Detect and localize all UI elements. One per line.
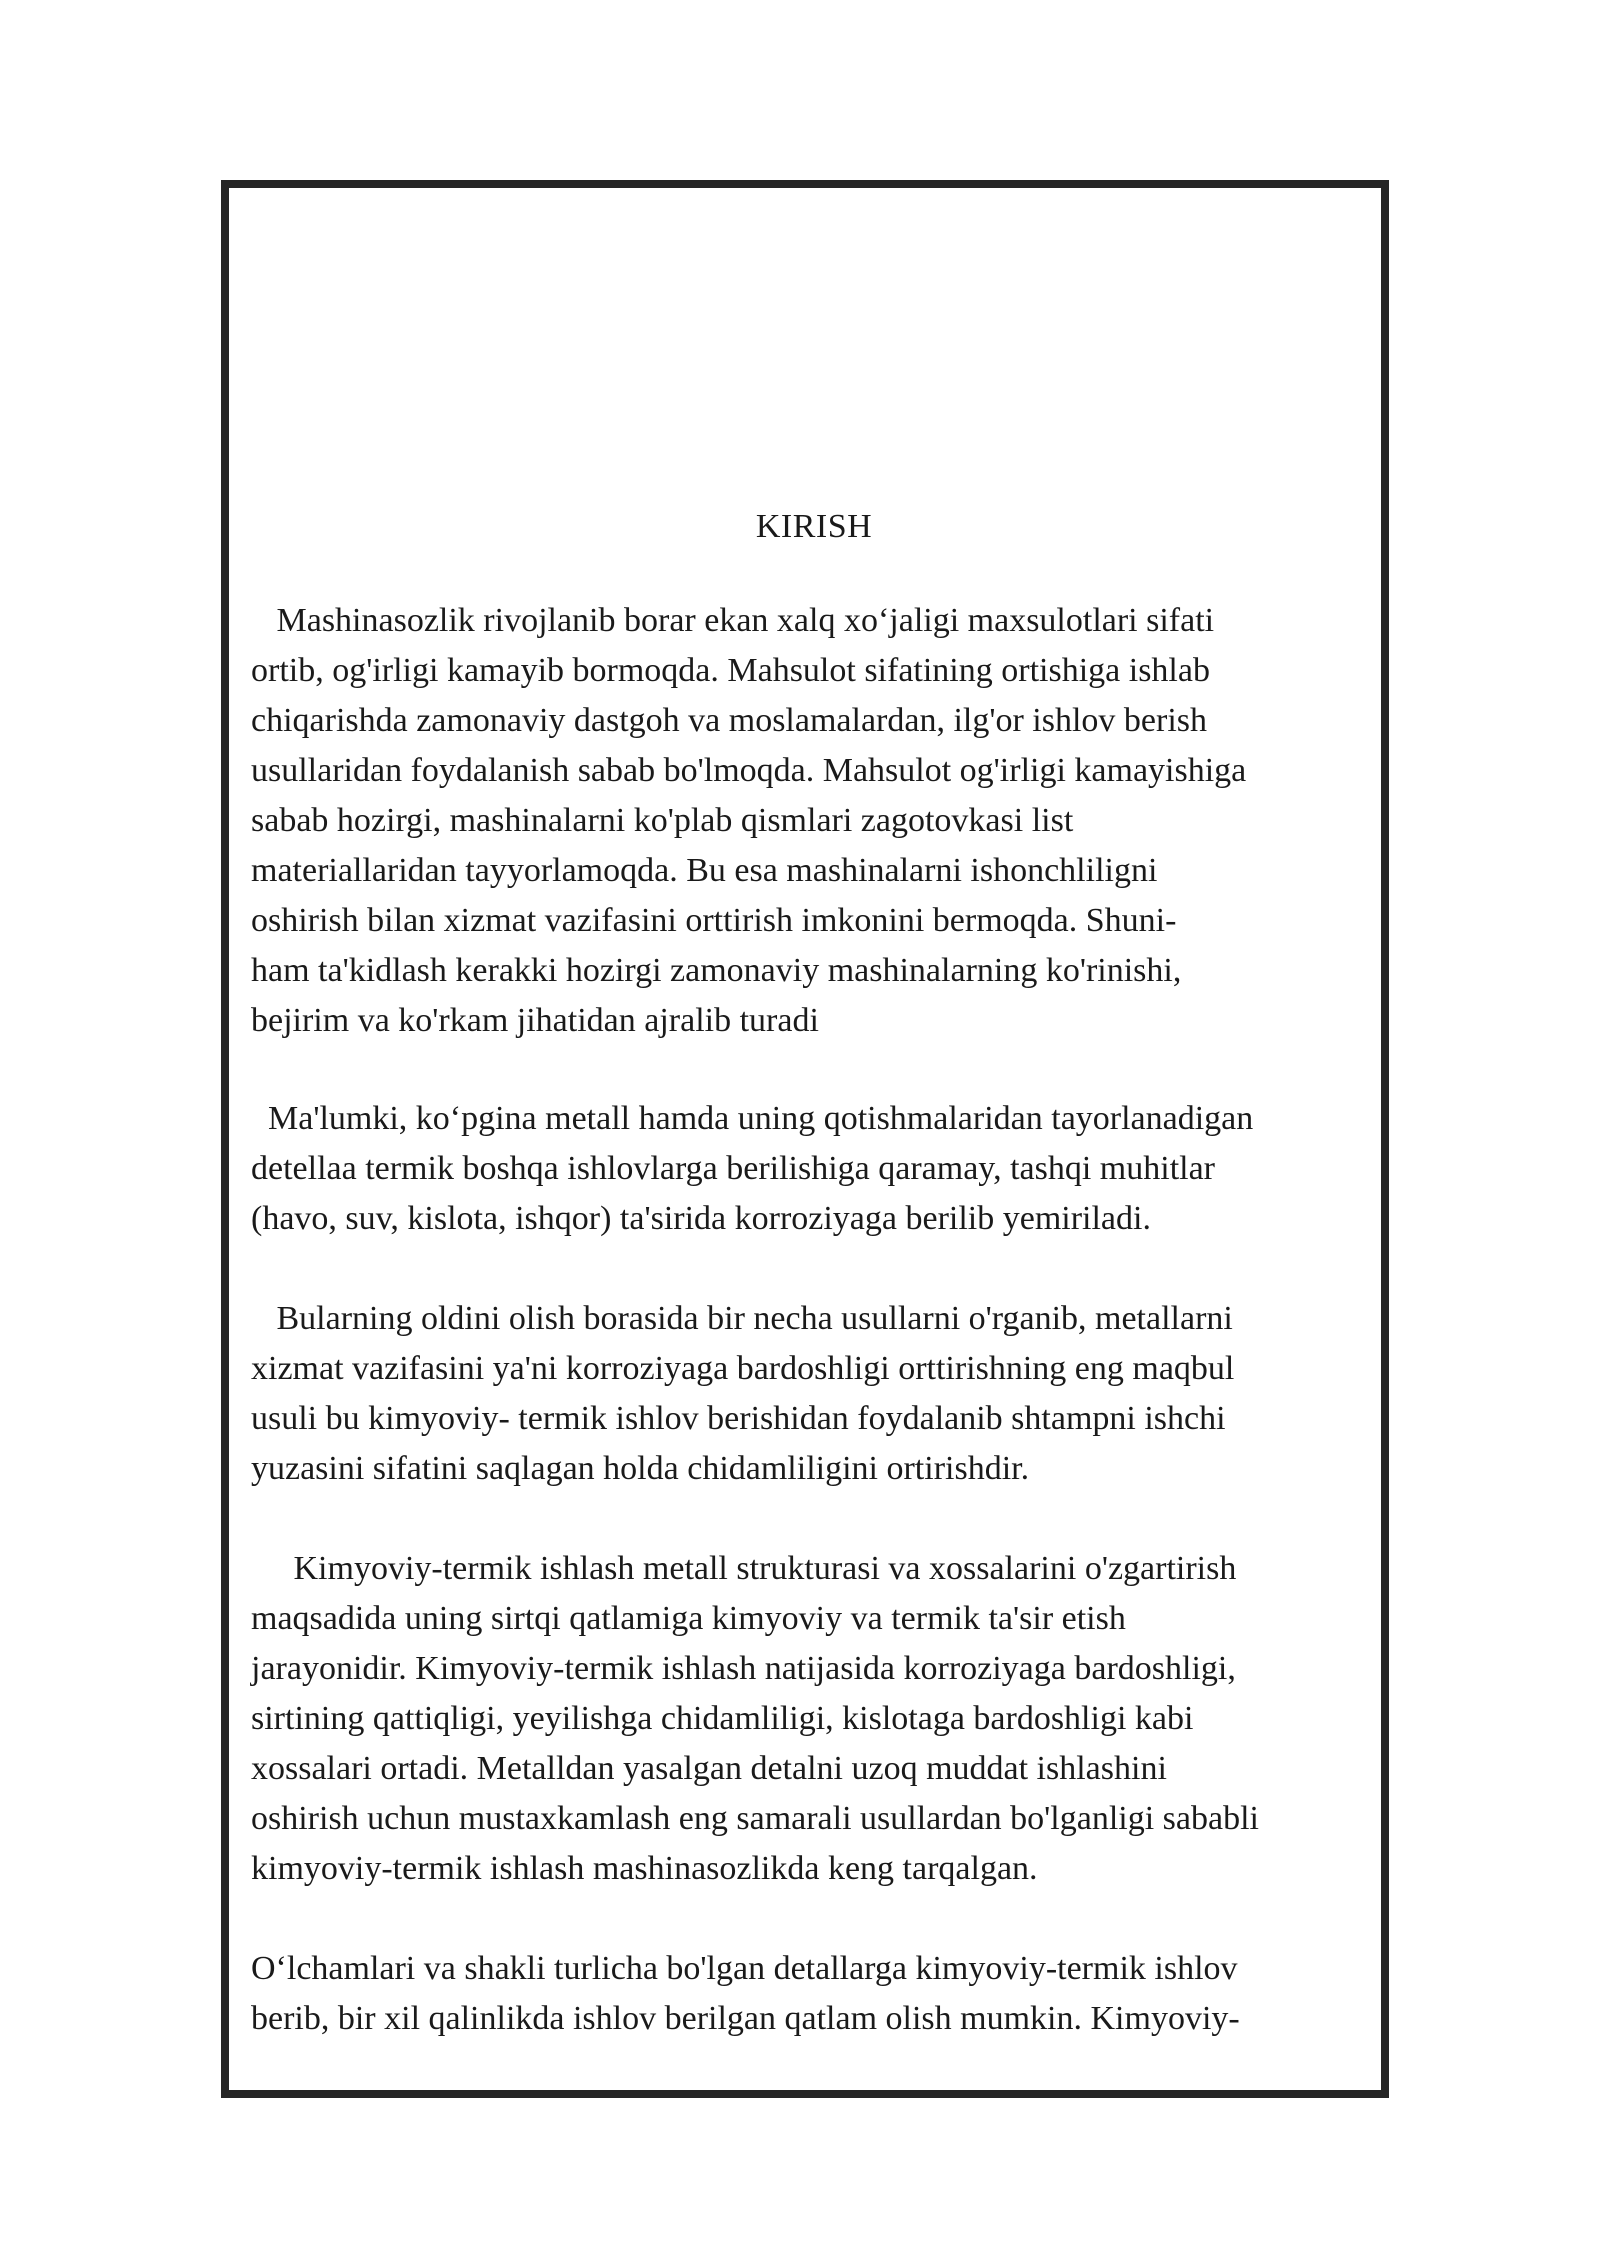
- page-border: [221, 180, 1389, 2098]
- paragraph-2-line: detellaa termik boshqa ishlovlarga berilishiga qaramay, tashqi muhitlar: [251, 1150, 1216, 1187]
- paragraph-4-line: jarayonidir. Kimyoviy-termik ishlash natijasida korroziyaga bardoshligi,: [251, 1650, 1236, 1687]
- paragraph-4-line: oshirish uchun mustaxkamlash eng samarali usullardan bo'lganligi sababli: [251, 1800, 1259, 1837]
- paragraph-2-line: Ma'lumki, ko‘pgina metall hamda uning qotishmalaridan tayorlanadigan: [251, 1100, 1254, 1137]
- paragraph-2-line: (havo, suv, kislota, ishqor) ta'sirida korroziyaga berilib yemiriladi.: [251, 1200, 1151, 1237]
- paragraph-1-line: chiqarishda zamonaviy dastgoh va moslamalardan, ilg'or ishlov berish: [251, 702, 1208, 739]
- paragraph-4-line: xossalari ortadi. Metalldan yasalgan detalni uzoq muddat ishlashini: [251, 1750, 1167, 1787]
- paragraph-1-line: bejirim va ko'rkam jihatidan ajralib turadi: [251, 1002, 819, 1039]
- paragraph-3-line: yuzasini sifatini saqlagan holda chidamliligini ortirishdir.: [251, 1450, 1030, 1487]
- paragraph-1-line: ham ta'kidlash kerakki hozirgi zamonaviy mashinalarning ko'rinishi,: [251, 952, 1182, 989]
- paragraph-1-line: Mashinasozlik rivojlanib borar ekan xalq xo‘jaligi maxsulotlari sifati: [251, 602, 1215, 639]
- paragraph-5-line: O‘lchamlari va shakli turlicha bo'lgan detallarga kimyoviy-termik ishlov: [251, 1950, 1238, 1987]
- paragraph-3-line: Bularning oldini olish borasida bir necha usullarni o'rganib, metallarni: [251, 1300, 1233, 1337]
- paragraph-4-line: sirtining qattiqligi, yeyilishga chidamliligi, kislotaga bardoshligi kabi: [251, 1700, 1194, 1737]
- paragraph-1-line: oshirish bilan xizmat vazifasini orttirish imkonini bermoqda. Shuni-: [251, 902, 1177, 939]
- paragraph-4-line: kimyoviy-termik ishlash mashinasozlikda keng tarqalgan.: [251, 1850, 1038, 1887]
- paragraph-1-line: ortib, og'irligi kamayib bormoqda. Mahsulot sifatining ortishiga ishlab: [251, 652, 1210, 689]
- document-body: [251, 188, 1377, 2090]
- paragraph-3-line: xizmat vazifasini ya'ni korroziyaga bardoshligi orttirishning eng maqbul: [251, 1350, 1235, 1387]
- paragraph-4-line: maqsadida uning sirtqi qatlamiga kimyoviy va termik ta'sir etish: [251, 1600, 1126, 1637]
- paragraph-1-line: usullaridan foydalanish sabab bo'lmoqda. Mahsulot og'irligi kamayishiga: [251, 752, 1247, 789]
- paragraph-4-line: Kimyoviy-termik ishlash metall strukturasi va xossalarini o'zgartirish: [251, 1550, 1237, 1587]
- document-title: KIRISH: [755, 508, 873, 545]
- paragraph-1-line: materiallaridan tayyorlamoqda. Bu esa mashinalarni ishonchliligni: [251, 852, 1158, 889]
- paragraph-5-line: berib, bir xil qalinlikda ishlov berilgan qatlam olish mumkin. Kimyoviy-: [251, 2000, 1240, 2037]
- paragraph-3-line: usuli bu kimyoviy- termik ishlov berishidan foydalanib shtampni ishchi: [251, 1400, 1226, 1437]
- paragraph-1-line: sabab hozirgi, mashinalarni ko'plab qismlari zagotovkasi list: [251, 802, 1074, 839]
